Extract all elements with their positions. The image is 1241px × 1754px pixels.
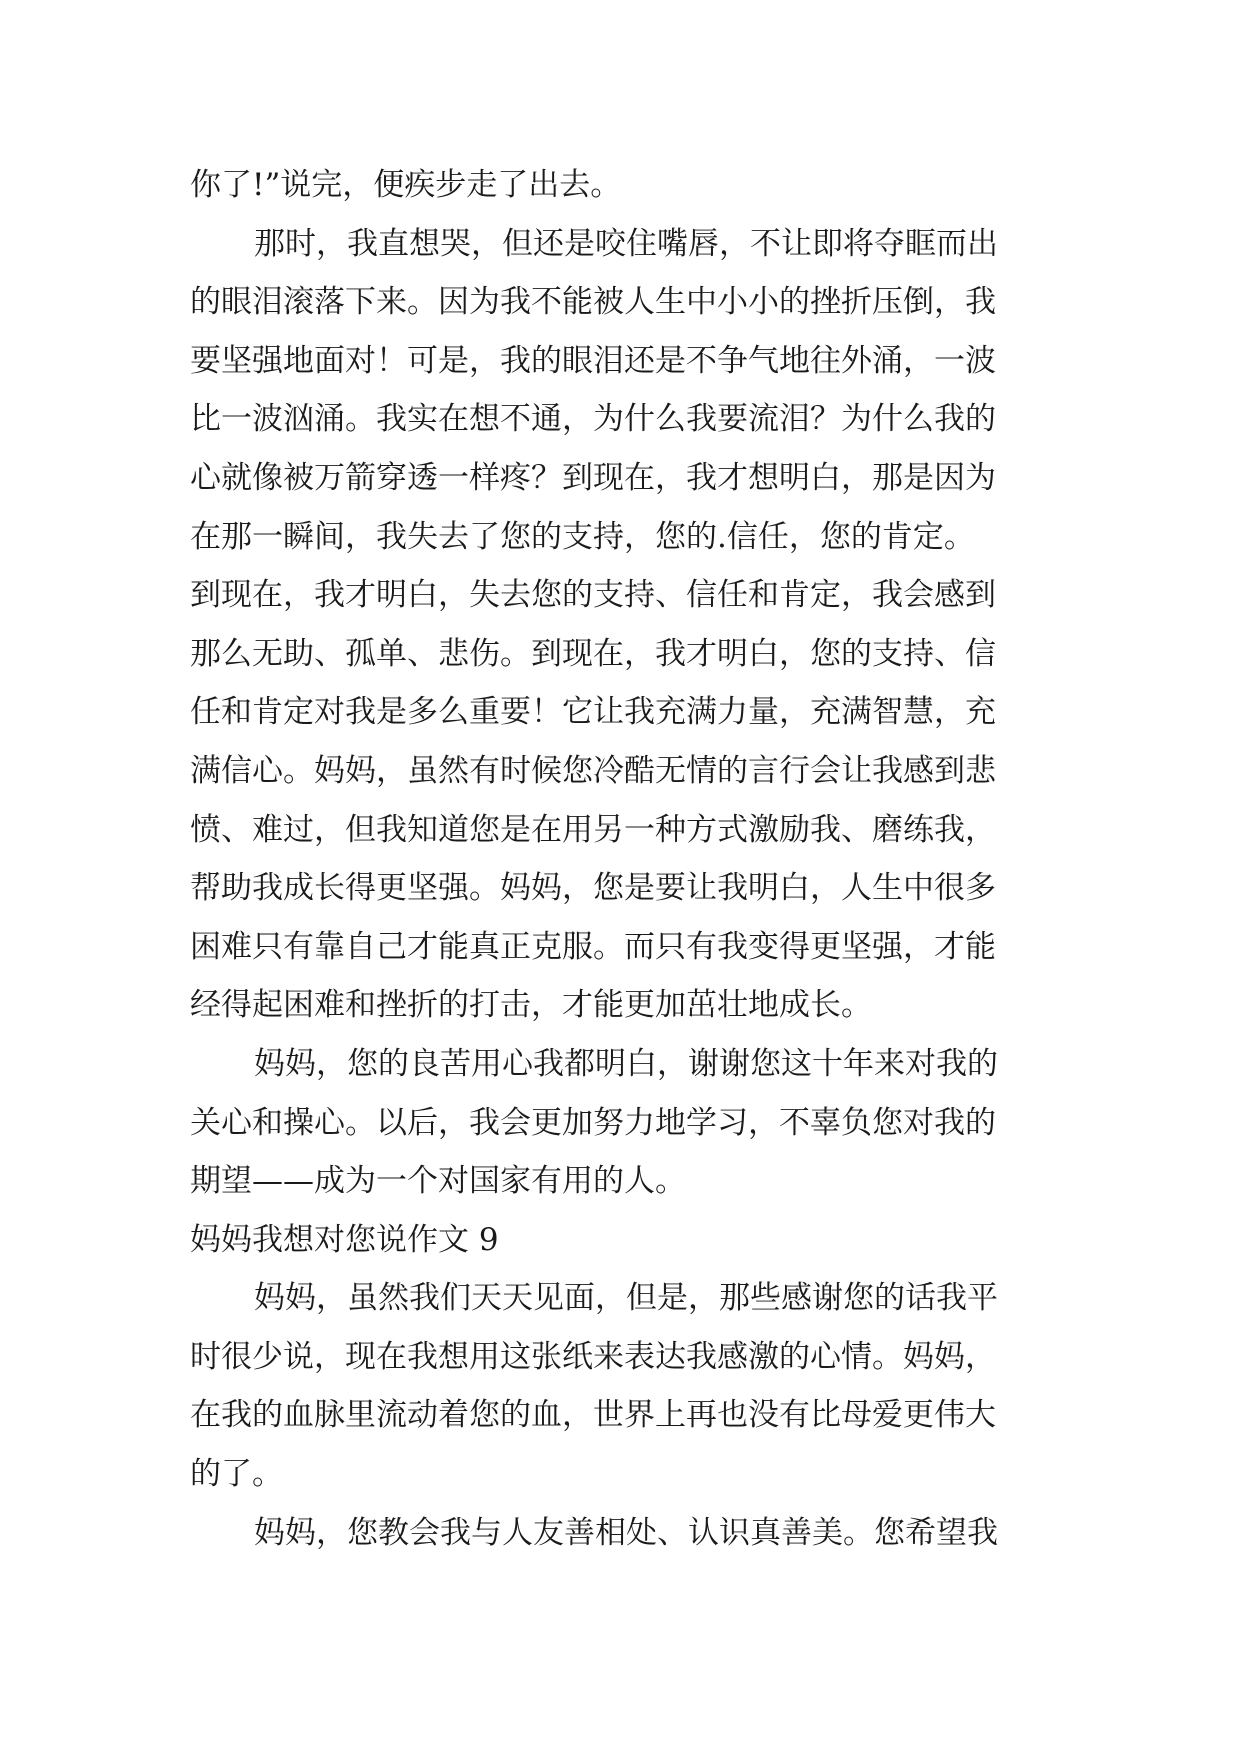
text-line: 心就像被万箭穿透一样疼？到现在，我才想明白，那是因为 — [190, 459, 996, 496]
paragraph-first-line: 那时，我直想哭，但还是咬住嘴唇，不让即将夺眶而出 — [254, 225, 998, 262]
text-line: 愤、难过，但我知道您是在用另一种方式激励我、磨练我， — [190, 811, 996, 848]
text-line: 时很少说，现在我想用这张纸来表达我感激的心情。妈妈， — [190, 1338, 996, 1375]
paragraph-first-line: 妈妈，虽然我们天天见面，但是，那些感谢您的话我平 — [254, 1280, 998, 1317]
text-line: 满信心。妈妈，虽然有时候您冷酷无情的言行会让我感到悲 — [190, 752, 996, 789]
text-line: 经得起困难和挫折的打击，才能更加茁壮地成长。 — [190, 987, 872, 1024]
text-line: 那么无助、孤单、悲伤。到现在，我才明白，您的支持、信 — [190, 635, 996, 672]
text-line: 期望——成为一个对国家有用的人。 — [190, 1163, 686, 1200]
text-line: 困难只有靠自己才能真正克服。而只有我变得更坚强，才能 — [190, 928, 996, 965]
document-body — [190, 156, 1070, 1562]
text-line: 要坚强地面对！可是，我的眼泪还是不争气地往外涌，一波 — [190, 342, 996, 379]
text-line: 的了。 — [190, 1456, 283, 1493]
section-heading: 妈妈我想对您说作文 9 — [190, 1221, 499, 1258]
text-line: 在我的血脉里流动着您的血，世界上再也没有比母爱更伟大 — [190, 1397, 996, 1434]
text-line: 帮助我成长得更坚强。妈妈，您是要让我明白，人生中很多 — [190, 870, 996, 907]
text-line: 的眼泪滚落下来。因为我不能被人生中小小的挫折压倒，我 — [190, 284, 996, 321]
text-line: 到现在，我才明白，失去您的支持、信任和肯定，我会感到 — [190, 577, 996, 614]
text-line: 关心和操心。以后，我会更加努力地学习，不辜负您对我的 — [190, 1104, 996, 1141]
text-line: 你了!”说完，便疾步走了出去。 — [190, 167, 622, 203]
text-line: 任和肯定对我是多么重要！它让我充满力量，充满智慧，充 — [190, 694, 996, 731]
text-line: 在那一瞬间，我失去了您的支持，您的.信任，您的肯定。 — [190, 518, 975, 555]
paragraph-first-line: 妈妈，您的良苦用心我都明白，谢谢您这十年来对我的 — [254, 1045, 998, 1082]
paragraph-first-line: 妈妈，您教会我与人友善相处、认识真善美。您希望我 — [254, 1514, 998, 1551]
text-line: 比一波汹涌。我实在想不通，为什么我要流泪？为什么我的 — [190, 401, 996, 438]
